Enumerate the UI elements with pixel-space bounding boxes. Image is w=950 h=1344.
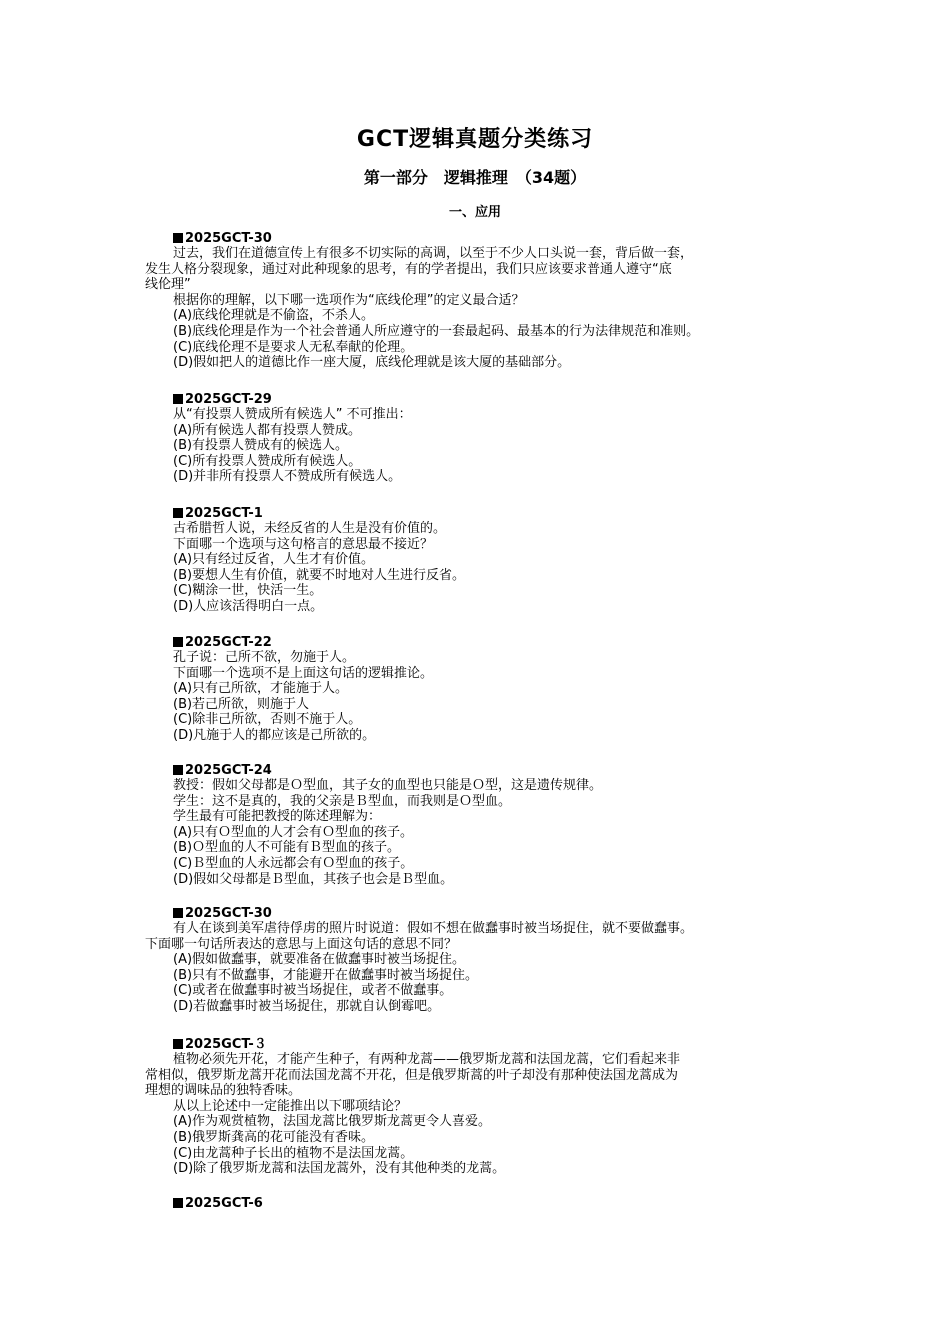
- question-id: [145, 1197, 825, 1211]
- question-line: (C)Ｂ型血的人永远都会有Ｏ型血的孩子。: [173, 855, 414, 871]
- question-line: (C)所有投票人赞成所有候选人。: [173, 453, 362, 469]
- question-line: 下面哪一个选项与这句格言的意思最不接近？: [173, 536, 434, 552]
- question-id: [145, 764, 825, 778]
- question-id-text: 2025GCT-29: [185, 392, 272, 407]
- question-id: [145, 393, 825, 407]
- question-line: (C)除非己所欲，否则不施于人。: [173, 712, 362, 728]
- question-line: (D)凡施于人的都应该是己所欲的。: [173, 727, 376, 743]
- question-line: (C)或者在做蠢事时被当场捉住，或者不做蠢事。: [173, 983, 453, 999]
- question-block: [145, 907, 825, 1015]
- question-line: (B)若己所欲，则施于人: [173, 696, 310, 712]
- question-line: (A)所有候选人都有投票人赞成。: [173, 422, 362, 438]
- question-line: (D)除了俄罗斯龙蒿和法国龙蒿外，没有其他种类的龙蒿。: [173, 1161, 506, 1177]
- question-line: (B)只有不做蠢事，才能避开在做蠢事时被当场捉住。: [173, 967, 479, 983]
- question-line: (D)若做蠢事时被当场捉住，那就自认倒霉吧。: [173, 998, 441, 1014]
- question-id-text: 2025GCT-24: [185, 763, 272, 778]
- section-title: 一、应用: [448, 205, 501, 220]
- question-line: (D)并非所有投票人不赞成所有候选人。: [173, 469, 402, 485]
- question-line: 从“有投票人赞成所有候选人” 不可推出：: [173, 407, 412, 422]
- document-title: GCT逻辑真题分类练习: [356, 127, 594, 152]
- question-line: (C)由龙蒿种子长出的植物不是法国龙蒿。: [173, 1145, 414, 1161]
- question-line: (A)作为观赏植物，法国龙蒿比俄罗斯龙蒿更令人喜爱。: [173, 1114, 492, 1130]
- question-line: (D)假如父母都是Ｂ型血，其孩子也会是Ｂ型血。: [173, 871, 454, 887]
- question-id-text: 2025GCT-30: [185, 231, 272, 246]
- question-block: [145, 393, 825, 485]
- question-id-text: 2025GCT-22: [185, 635, 272, 650]
- question-line: (D)假如把人的道德比作一座大厦，底线伦理就是该大厦的基础部分。: [173, 355, 571, 371]
- black-square-icon: [173, 233, 183, 243]
- question-line: 发生人格分裂现象，通过对此种现象的思考，有的学者提出，我们只应该要求普通人遵守“底: [145, 261, 672, 277]
- question-id-text: 2025GCT-6: [185, 1196, 263, 1211]
- black-square-icon: [173, 1198, 183, 1208]
- black-square-icon: [173, 637, 183, 647]
- question-line: 下面哪一个选项不是上面这句话的逻辑推论。: [173, 665, 434, 681]
- question-line: (A)只有己所欲，才能施于人。: [173, 681, 349, 697]
- question-line: (B)Ｏ型血的人不可能有Ｂ型血的孩子。: [173, 840, 401, 856]
- question-line: 理想的调味品的独特香味。: [145, 1083, 302, 1099]
- question-id-text: 2025GCT-３: [185, 1037, 267, 1052]
- question-line: 教授：假如父母都是Ｏ型血，其子女的血型也只能是Ｏ型，这是遗传规律。: [173, 778, 603, 793]
- question-line: 根据你的理解，以下哪一选项作为“底线伦理”的定义最合适？: [173, 292, 525, 308]
- question-line: (B)有投票人赞成有的候选人。: [173, 438, 349, 454]
- question-block: [145, 507, 825, 615]
- black-square-icon: [173, 1039, 183, 1049]
- question-line: (B)底线伦理是作为一个社会普通人所应遵守的一套最起码、最基本的行为法律规范和准则。: [173, 323, 700, 339]
- question-block: [145, 1197, 825, 1211]
- question-line: 过去，我们在道德宣传上有很多不切实际的高调，以至于不少人口头说一套，背后做一套，: [173, 246, 694, 261]
- question-block: [145, 232, 825, 371]
- question-line: 有人在谈到美军虐待俘虏的照片时说道：假如不想在做蠢事时被当场捉住，就不要做蠢事。: [173, 921, 694, 936]
- question-line: (B)要想人生有价值，就要不时地对人生进行反省。: [173, 567, 466, 583]
- question-line: (A)底线伦理就是不偷盗，不杀人。: [173, 308, 375, 324]
- question-line: (A)只有Ｏ型血的人才会有Ｏ型血的孩子。: [173, 824, 414, 840]
- question-id-text: 2025GCT-1: [185, 506, 263, 521]
- question-id-text: 2025GCT-30: [185, 906, 272, 921]
- question-line: (A)假如做蠢事，就要准备在做蠢事时被当场捉住。: [173, 952, 466, 968]
- question-block: [145, 764, 825, 887]
- question-line: 植物必须先开花，才能产生种子，有两种龙蒿——俄罗斯龙蒿和法国龙蒿，它们看起来非: [173, 1052, 681, 1067]
- black-square-icon: [173, 765, 183, 775]
- question-line: 学生最有可能把教授的陈述理解为：: [173, 809, 382, 825]
- question-block: [145, 636, 825, 744]
- question-block: [145, 1038, 825, 1177]
- question-line: (C)糊涂一世，快活一生。: [173, 583, 323, 599]
- question-line: (D)人应该活得明白一点。: [173, 598, 324, 614]
- part-title: 第一部分 逻辑推理 （34题）: [363, 168, 587, 187]
- question-line: 下面哪一句话所表达的意思与上面这句话的意思不同？: [145, 936, 458, 952]
- black-square-icon: [173, 394, 183, 404]
- question-id: [145, 1038, 825, 1052]
- question-line: 古希腊哲人说，未经反省的人生是没有价值的。: [173, 521, 447, 536]
- question-line: 学生：这不是真的，我的父亲是Ｂ型血，而我则是Ｏ型血。: [173, 793, 512, 809]
- question-line: 孔子说：己所不欲，勿施于人。: [173, 650, 356, 665]
- question-line: (A)只有经过反省，人生才有价值。: [173, 552, 375, 568]
- question-id: [145, 507, 825, 521]
- question-id: [145, 232, 825, 246]
- question-line: 线伦理”: [145, 277, 191, 293]
- question-id: [145, 907, 825, 921]
- question-id: [145, 636, 825, 650]
- black-square-icon: [173, 908, 183, 918]
- question-line: (C)底线伦理不是要求人无私奉献的伦理。: [173, 339, 414, 355]
- black-square-icon: [173, 508, 183, 518]
- question-line: 常相似，俄罗斯龙蒿开花而法国龙蒿不开花，但是俄罗斯蒿的叶子却没有那种使法国龙蒿成为: [145, 1067, 679, 1083]
- question-line: (B)俄罗斯龚高的花可能没有香味。: [173, 1129, 375, 1145]
- question-line: 从以上论述中一定能推出以下哪项结论？: [173, 1098, 408, 1114]
